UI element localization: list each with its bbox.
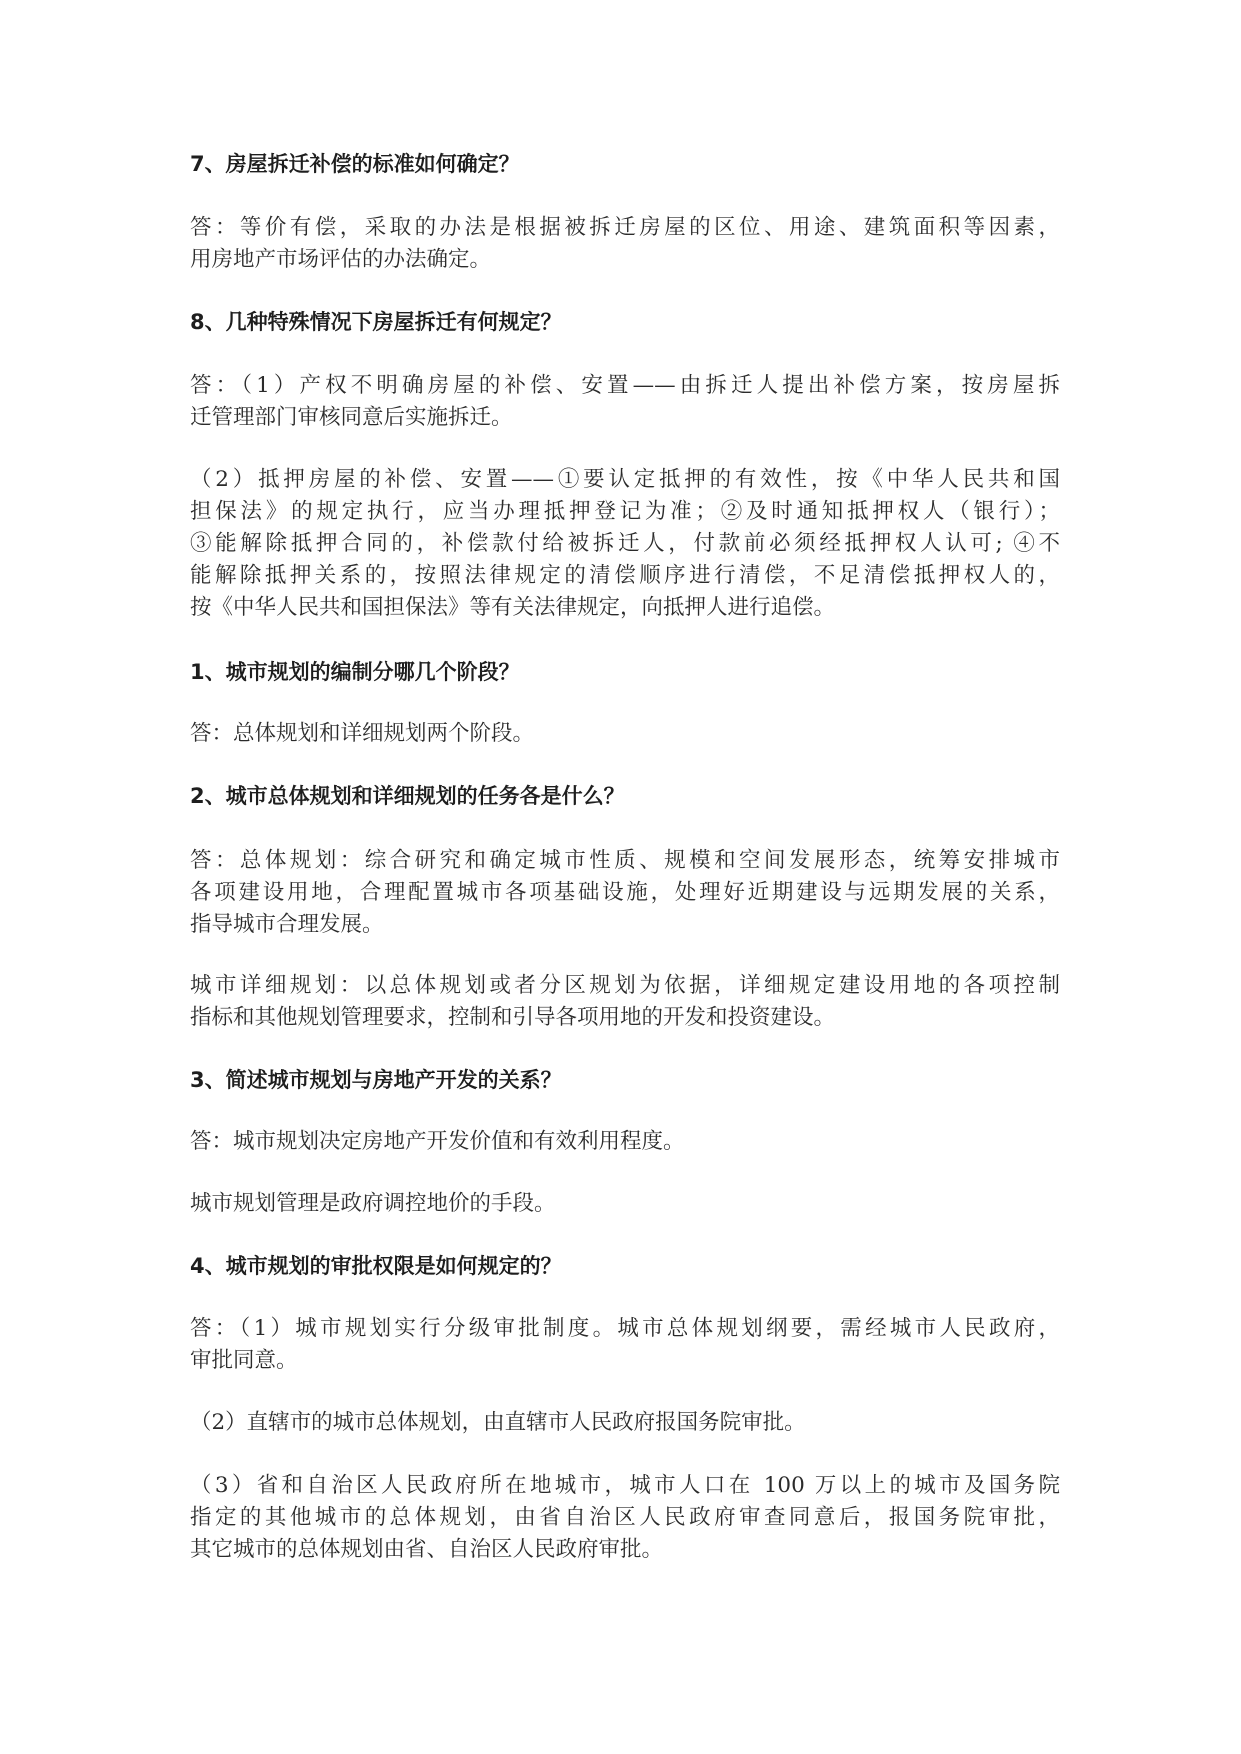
answer-4-line: （3）省和自治区人民政府所在地城市，城市人口在 100 万以上的城市及国务院 — [190, 1473, 1060, 1498]
answer-8-line: ③能解除抵押合同的，补偿款付给被拆迁人，付款前必须经抵押权人认可; ④不 — [190, 531, 1060, 556]
answer-4-part-2 — [190, 1407, 1060, 1439]
question-3-heading: 3、简述城市规划与房地产开发的关系？ — [190, 1068, 562, 1092]
answer-3-part-2 — [190, 1188, 1060, 1220]
answer-7 — [190, 212, 1060, 276]
question-8-heading: 8、几种特殊情况下房屋拆迁有何规定？ — [190, 310, 562, 334]
answer-2-line: 指导城市合理发展。 — [190, 912, 384, 937]
question-1-heading: 1、城市规划的编制分哪几个阶段？ — [190, 660, 520, 684]
question-2-heading: 2、城市总体规划和详细规划的任务各是什么？ — [190, 784, 625, 808]
answer-7-line: 用房地产市场评估的办法确定。 — [190, 247, 492, 272]
answer-1 — [190, 718, 1060, 750]
answer-7-line: 答：等价有偿，采取的办法是根据被拆迁房屋的区位、用途、建筑面积等因素， — [190, 215, 1060, 240]
answer-4-line: 答：（1）城市规划实行分级审批制度。城市总体规划纲要，需经城市人民政府， — [190, 1316, 1060, 1341]
answer-2-part-1 — [190, 845, 1060, 941]
answer-4-line: 其它城市的总体规划由省、自治区人民政府审批。 — [190, 1537, 664, 1562]
answer-3-part-1 — [190, 1126, 1060, 1158]
answer-4-line: 指定的其他城市的总体规划，由省自治区人民政府审查同意后，报国务院审批， — [190, 1505, 1060, 1530]
answer-4-line: 审批同意。 — [190, 1348, 298, 1373]
answer-8-line: 按《中华人民共和国担保法》等有关法律规定，向抵押人进行追偿。 — [190, 595, 836, 620]
answer-2-line: 城市详细规划：以总体规划或者分区规划为依据，详细规定建设用地的各项控制 — [190, 973, 1060, 998]
answer-8-line: 担保法》的规定执行，应当办理抵押登记为准；②及时通知抵押权人（银行）； — [190, 499, 1060, 524]
answer-2-line: 答：总体规划：综合研究和确定城市性质、规模和空间发展形态，统筹安排城市 — [190, 848, 1060, 873]
answer-4-line: （2）直辖市的城市总体规划，由直辖市人民政府报国务院审批。 — [190, 1410, 806, 1435]
answer-8-line: 能解除抵押关系的，按照法律规定的清偿顺序进行清偿，不足清偿抵押权人的， — [190, 563, 1060, 588]
answer-4-part-3 — [190, 1470, 1060, 1566]
answer-8-line: 答：（1）产权不明确房屋的补偿、安置——由拆迁人提出补偿方案，按房屋拆 — [190, 373, 1060, 398]
answer-8-line: （2）抵押房屋的补偿、安置——①要认定抵押的有效性，按《中华人民共和国 — [190, 467, 1060, 492]
answer-2-line: 各项建设用地，合理配置城市各项基础设施，处理好近期建设与远期发展的关系， — [190, 880, 1060, 905]
answer-8-line: 迁管理部门审核同意后实施拆迁。 — [190, 405, 513, 430]
answer-2-line: 指标和其他规划管理要求，控制和引导各项用地的开发和投资建设。 — [190, 1005, 836, 1030]
answer-3-line: 答：城市规划决定房地产开发价值和有效利用程度。 — [190, 1129, 685, 1154]
answer-2-part-2 — [190, 970, 1060, 1034]
answer-8-part-2 — [190, 464, 1060, 624]
answer-3-line: 城市规划管理是政府调控地价的手段。 — [190, 1191, 556, 1216]
question-7-heading: 7、房屋拆迁补偿的标准如何确定？ — [190, 152, 520, 176]
answer-8-part-1 — [190, 370, 1060, 434]
answer-1-line: 答：总体规划和详细规划两个阶段。 — [190, 721, 535, 746]
answer-4-part-1 — [190, 1313, 1060, 1377]
question-4-heading: 4、城市规划的审批权限是如何规定的？ — [190, 1254, 562, 1278]
